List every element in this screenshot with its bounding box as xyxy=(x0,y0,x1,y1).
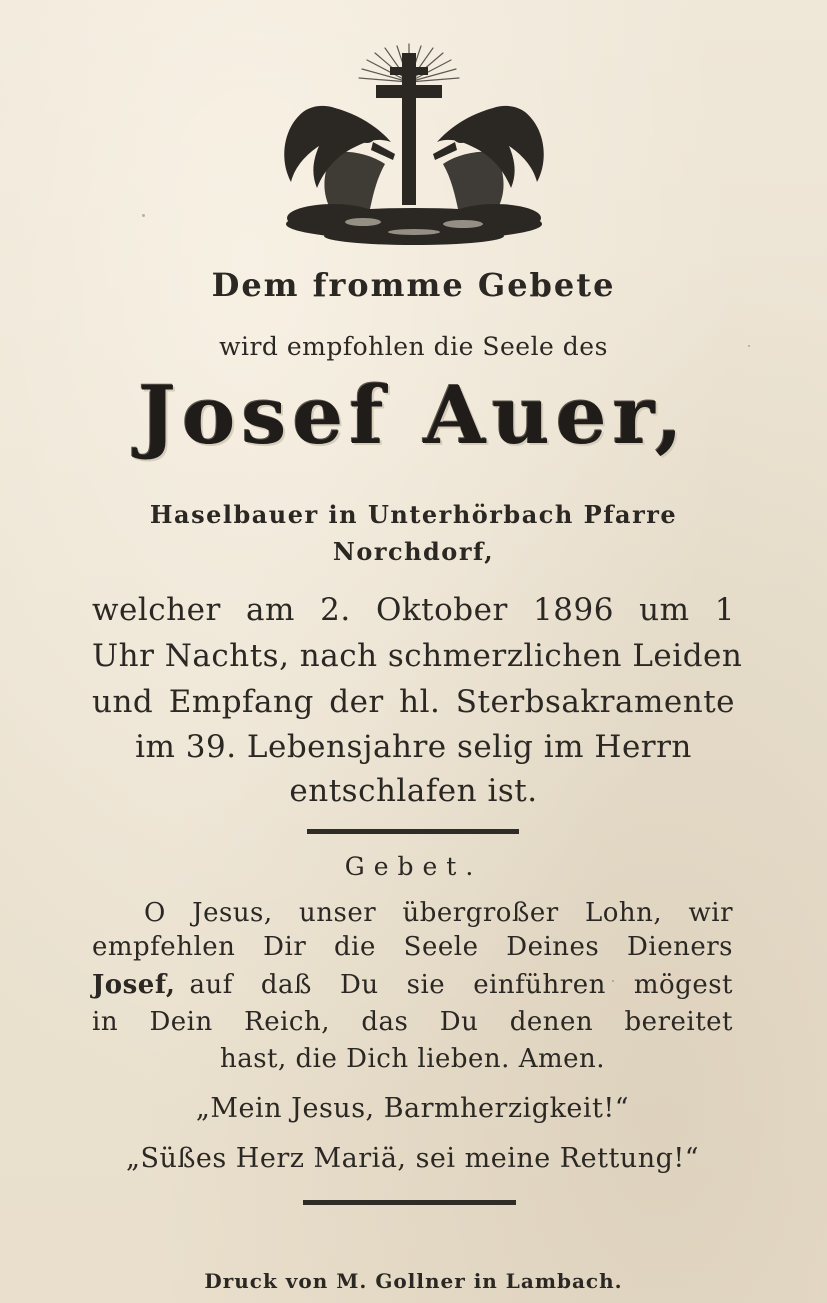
card-heading: Dem fromme Gebete xyxy=(211,266,616,304)
prayer-title: Gebet. xyxy=(344,852,483,881)
divider xyxy=(303,1200,516,1205)
prayer-line: hast, die Dich lieben. Amen. xyxy=(219,1044,606,1074)
prayer-line xyxy=(92,968,733,1002)
death-notice-line: welcher am 2. Oktober 1896 um 1 xyxy=(92,592,735,628)
invocation: „Mein Jesus, Barmherzigkeit!“ xyxy=(195,1093,630,1124)
prayer-line: in Dein Reich, das Du denen bereitet xyxy=(92,1007,733,1037)
death-notice-line: entschlafen ist. xyxy=(289,773,538,809)
divider xyxy=(307,829,519,834)
invocation: „Süßes Herz Mariä, sei meine Rettung!“ xyxy=(125,1143,700,1174)
death-notice-line: Uhr Nachts, nach schmerzlichen Leiden xyxy=(92,638,743,674)
card-subheading: wird empfohlen die Seele des xyxy=(219,332,608,361)
paper-speck xyxy=(142,214,145,217)
occupation-line-1: Haselbauer in Unterhörbach Pfarre xyxy=(149,500,678,529)
prayer-line: O Jesus, unser übergroßer Lohn, wir xyxy=(144,898,733,928)
printer-credit: Druck von M. Gollner in Lambach. xyxy=(204,1269,623,1293)
deceased-name: Josef Auer, xyxy=(138,368,689,462)
death-notice-line: im 39. Lebensjahre selig im Herrn xyxy=(135,729,692,765)
death-notice-line: und Empfang der hl. Sterbsakramente xyxy=(92,684,735,720)
prayer-name: Josef, xyxy=(92,970,176,1000)
occupation-line-2: Norchdorf, xyxy=(332,537,495,566)
prayer-line-rest: auf daß Du sie einführen mögest xyxy=(189,970,733,1000)
prayer-line: empfehlen Dir die Seele Deines Dieners xyxy=(92,932,733,962)
cross-angels-emblem-icon xyxy=(273,42,555,246)
